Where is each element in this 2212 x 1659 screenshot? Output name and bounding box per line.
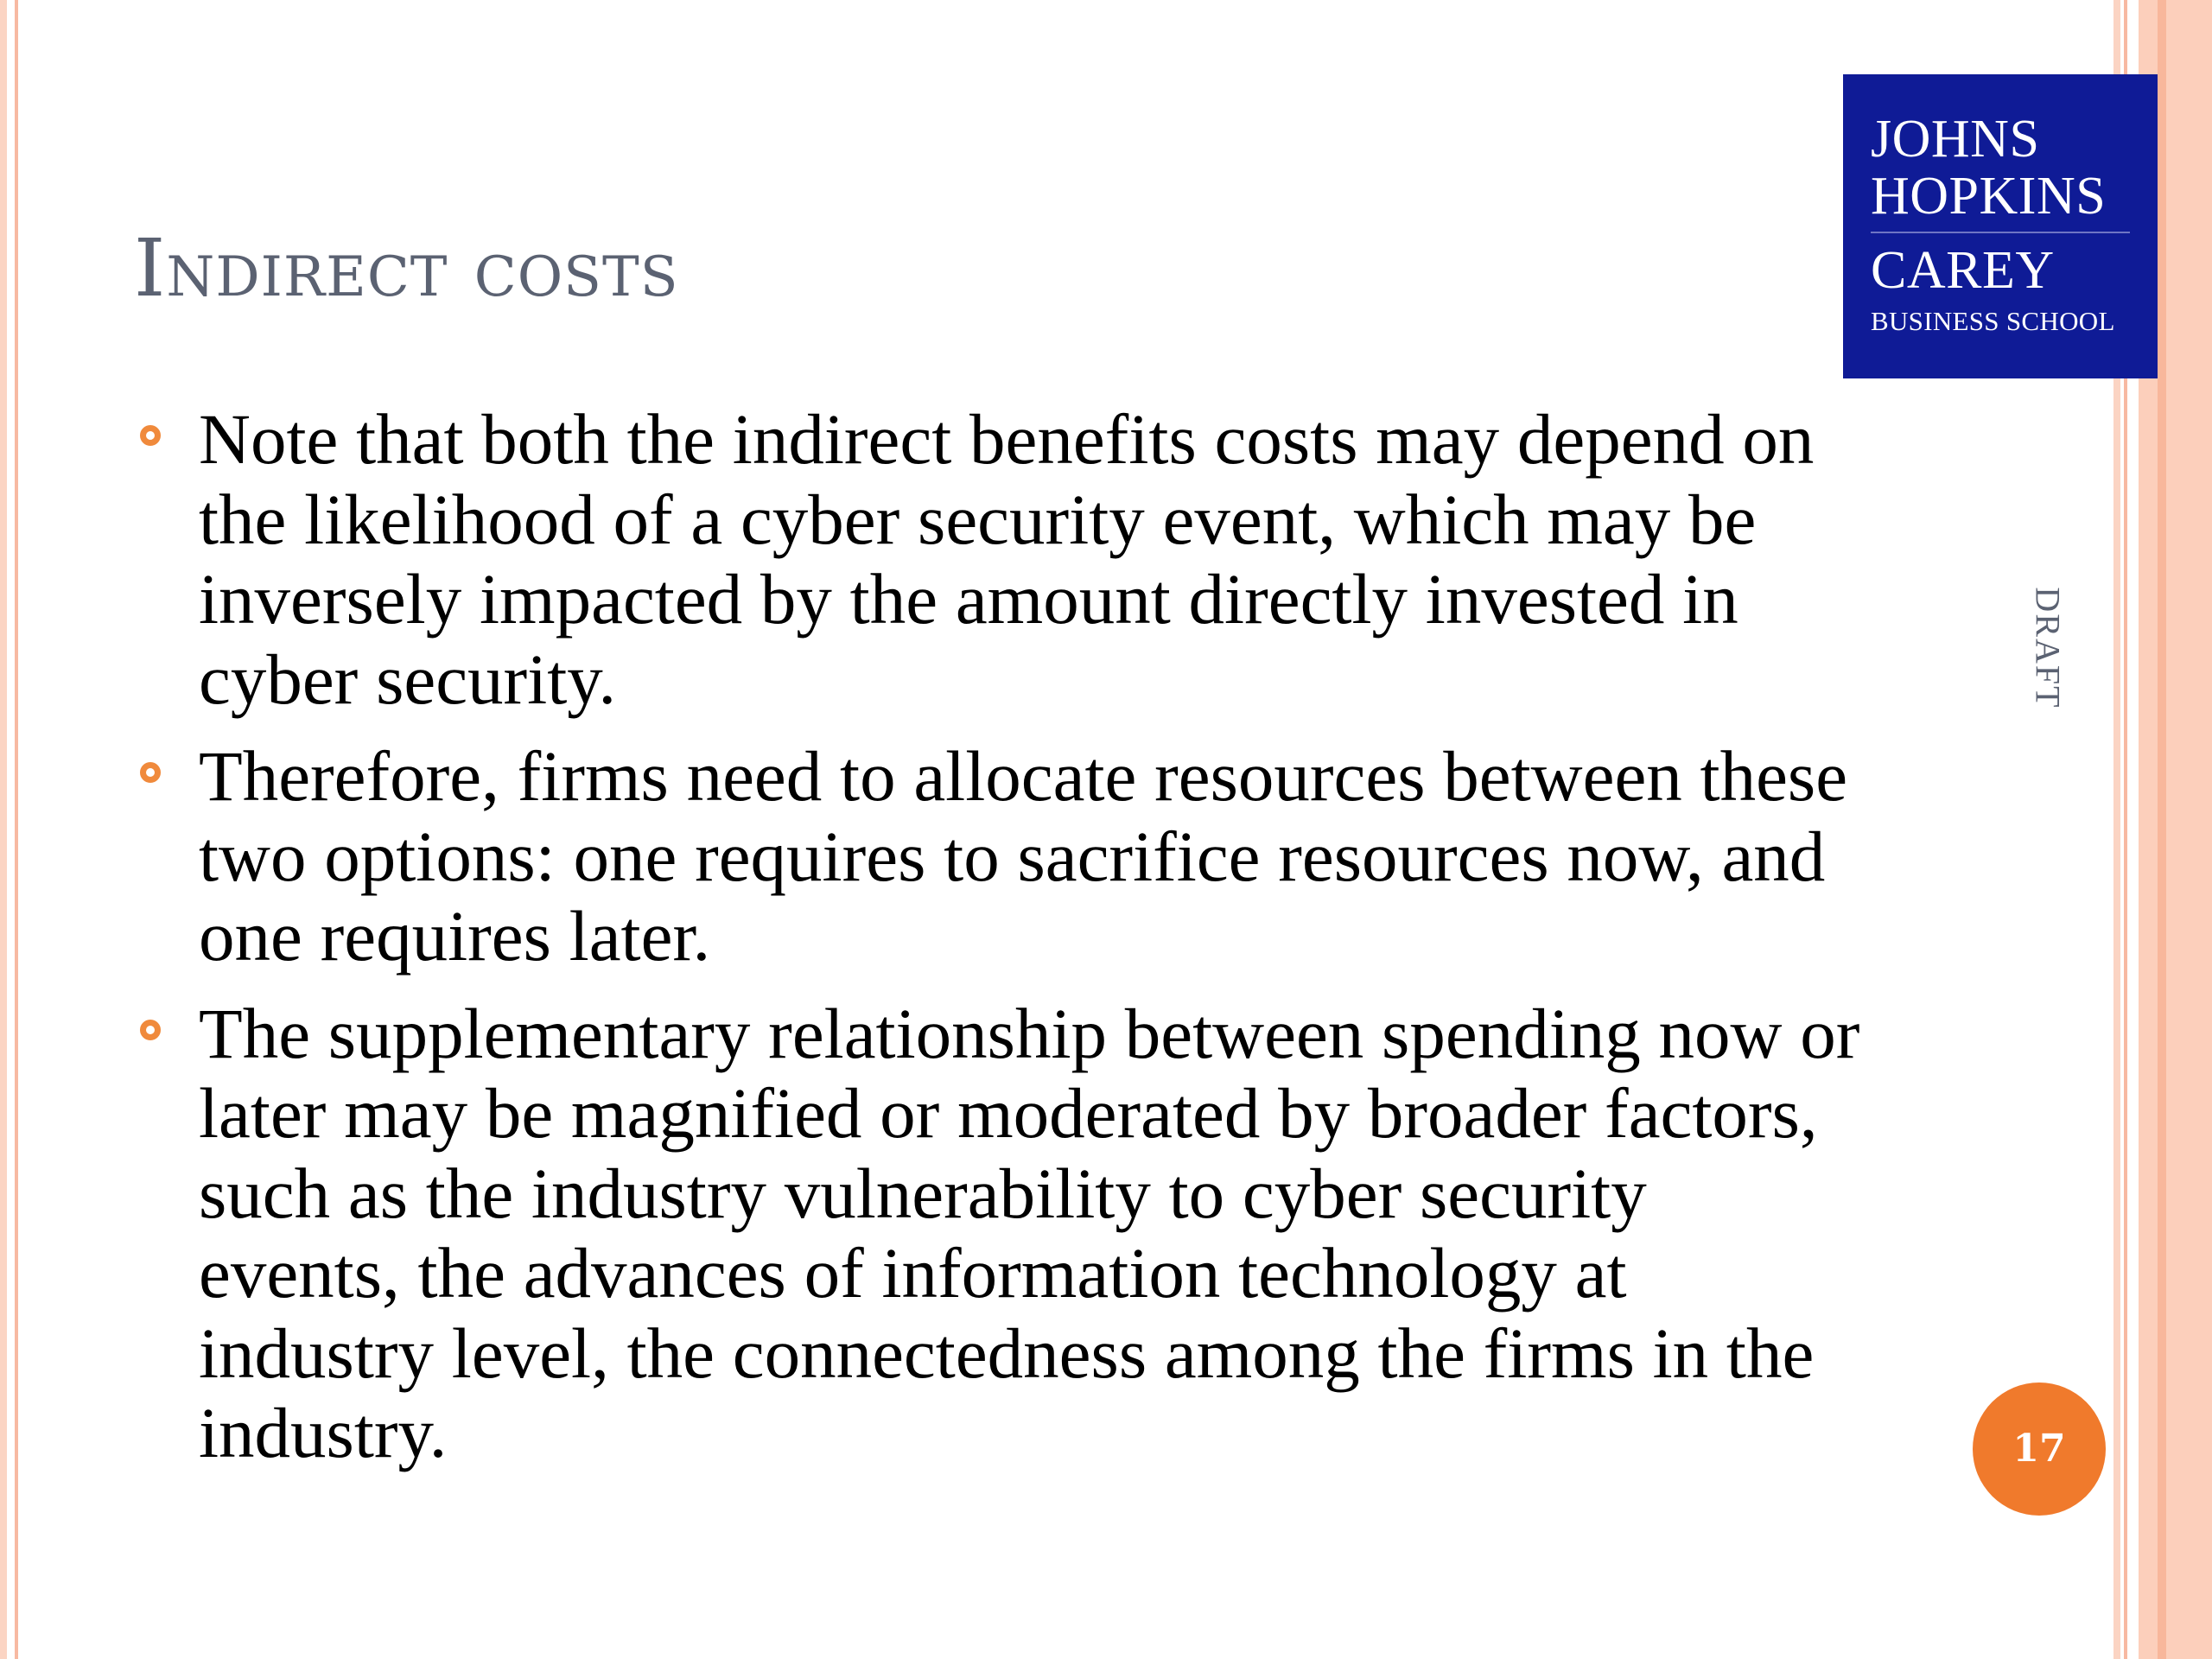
bullet-list	[134, 399, 1862, 1491]
logo-divider	[1871, 232, 2130, 233]
bullet-text: The supplementary relationship between spending now or later may be magnified or moderated by broader factors, such as the industry vulnerability to cyber security events, the advances of information technology at industry level, the connectedness among the firms in the industry.	[199, 993, 1860, 1472]
page-number-badge: 17	[1973, 1382, 2106, 1516]
left-border-line	[15, 0, 18, 1659]
johns-hopkins-carey-logo	[1843, 74, 2158, 378]
bullet-text: Note that both the indirect benefits costs may depend on the likelihood of a cyber security event, which may be inversely impacted by the amount directly invested in cyber security.	[199, 399, 1815, 719]
bullet-item	[134, 994, 1862, 1473]
logo-line-johns: JOHNS	[1871, 110, 2040, 168]
draft-watermark: DRAFT	[2028, 587, 2068, 709]
bullet-text: Therefore, firms need to allocate resources between these two options: one requires to sacrifice resources now, and one requires later.	[199, 736, 1848, 976]
right-border-band-line	[2158, 0, 2166, 1659]
slide-title: Indirect costs	[134, 222, 679, 315]
logo-line-hopkins: HOPKINS	[1871, 167, 2107, 226]
bullet-item	[134, 399, 1862, 719]
logo-line-business-school: BUSINESS SCHOOL	[1871, 306, 2115, 336]
bullet-circle-icon	[140, 1020, 161, 1040]
bullet-circle-icon	[140, 762, 161, 783]
logo-line-carey: CAREY	[1871, 241, 2055, 300]
left-border-stripe	[0, 0, 7, 1659]
bullet-item	[134, 736, 1862, 976]
bullet-circle-icon	[140, 425, 161, 446]
